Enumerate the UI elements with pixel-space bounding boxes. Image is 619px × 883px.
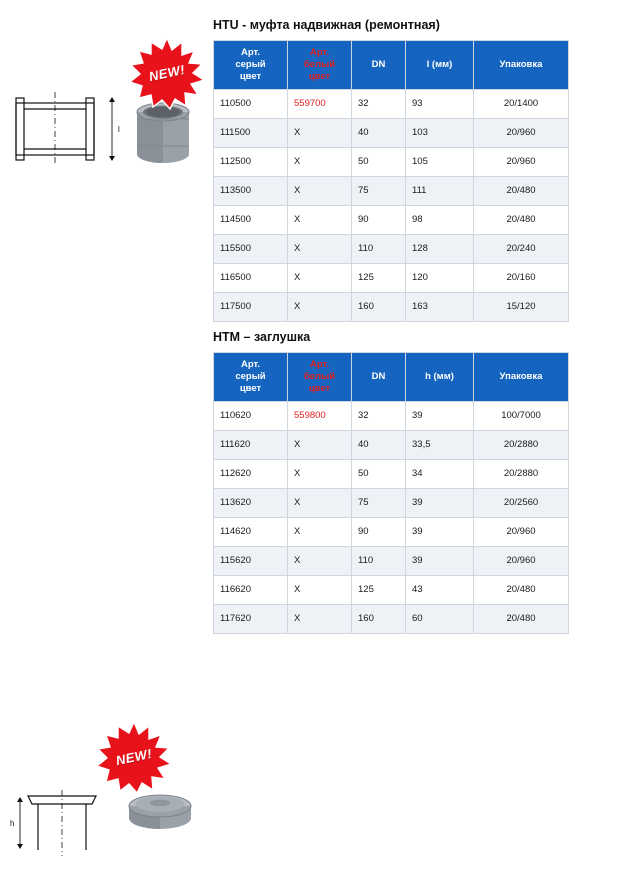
product-photo-htu — [137, 103, 189, 163]
col-header-line: цвет — [308, 382, 331, 394]
col-header-line: цвет — [239, 382, 262, 394]
table-header-row — [214, 41, 569, 90]
cell-length: 98 — [406, 205, 474, 234]
cell-dn: 110 — [352, 234, 406, 263]
col-header-line: Арт. — [241, 47, 260, 58]
cell-length: 105 — [406, 147, 474, 176]
cell-dn: 125 — [352, 263, 406, 292]
table-row — [214, 546, 569, 575]
cell-art-white: X — [288, 118, 352, 147]
dimension-label-l: l — [118, 125, 120, 134]
cell-packaging: 20/2880 — [474, 459, 569, 488]
cell-packaging: 20/480 — [474, 176, 569, 205]
col-header-height: h (мм) — [406, 353, 474, 402]
cell-art-white: X — [288, 488, 352, 517]
spec-table-htu — [213, 40, 569, 322]
col-header-line: Арт. — [241, 359, 260, 370]
cell-length: 120 — [406, 263, 474, 292]
cell-dn: 32 — [352, 89, 406, 118]
cell-dn: 110 — [352, 546, 406, 575]
dimension-marker-h — [17, 797, 23, 849]
cell-art-white: 559800 — [288, 401, 352, 430]
cell-height: 34 — [406, 459, 474, 488]
col-header-line: белый — [303, 370, 336, 382]
table-row — [214, 205, 569, 234]
dimension-label-h: h — [10, 819, 15, 828]
cell-packaging: 20/960 — [474, 118, 569, 147]
table-row — [214, 488, 569, 517]
cell-art-gray: 115500 — [214, 234, 288, 263]
cell-art-gray: 114500 — [214, 205, 288, 234]
table-header-row — [214, 353, 569, 402]
cell-packaging: 20/2880 — [474, 430, 569, 459]
cell-art-gray: 113620 — [214, 488, 288, 517]
col-header-line: Арт. — [310, 359, 329, 370]
col-header-packaging: Упаковка — [474, 353, 569, 402]
cell-length: 163 — [406, 292, 474, 321]
cell-art-white: X — [288, 147, 352, 176]
cell-art-white: X — [288, 263, 352, 292]
cell-height: 39 — [406, 546, 474, 575]
cell-dn: 75 — [352, 488, 406, 517]
cell-packaging: 15/120 — [474, 292, 569, 321]
cell-art-white: X — [288, 575, 352, 604]
table-row — [214, 263, 569, 292]
col-header-dn: DN — [352, 353, 406, 402]
col-header-art-gray — [214, 41, 288, 90]
col-header-line: цвет — [308, 70, 331, 82]
cell-art-gray: 116620 — [214, 575, 288, 604]
cell-dn: 90 — [352, 205, 406, 234]
cell-packaging: 20/960 — [474, 517, 569, 546]
cell-art-gray: 110500 — [214, 89, 288, 118]
col-header-packaging: Упаковка — [474, 41, 569, 90]
col-header-line: серый — [235, 370, 266, 382]
cell-packaging: 20/480 — [474, 205, 569, 234]
cell-art-gray: 112500 — [214, 147, 288, 176]
col-header-art-gray — [214, 353, 288, 402]
product-photo-htm — [129, 795, 191, 829]
cell-art-gray: 116500 — [214, 263, 288, 292]
cell-height: 33,5 — [406, 430, 474, 459]
cell-art-gray: 111500 — [214, 118, 288, 147]
cell-dn: 90 — [352, 517, 406, 546]
col-header-length: l (мм) — [406, 41, 474, 90]
cell-art-white: 559700 — [288, 89, 352, 118]
cell-art-gray: 114620 — [214, 517, 288, 546]
cell-length: 93 — [406, 89, 474, 118]
cell-dn: 50 — [352, 459, 406, 488]
cell-art-gray: 115620 — [214, 546, 288, 575]
col-header-line: белый — [303, 58, 336, 70]
cell-dn: 40 — [352, 430, 406, 459]
cell-art-white: X — [288, 234, 352, 263]
cell-length: 103 — [406, 118, 474, 147]
cell-art-gray: 117620 — [214, 604, 288, 633]
cell-art-white: X — [288, 176, 352, 205]
technical-drawing-htu — [16, 92, 94, 166]
col-header-dn: DN — [352, 41, 406, 90]
cell-height: 39 — [406, 488, 474, 517]
cell-packaging: 20/480 — [474, 575, 569, 604]
new-badge-label: NEW! — [147, 61, 187, 85]
cell-packaging: 20/240 — [474, 234, 569, 263]
cell-packaging: 20/480 — [474, 604, 569, 633]
cell-art-white: X — [288, 430, 352, 459]
new-badge-htu — [128, 36, 206, 110]
cell-packaging: 100/7000 — [474, 401, 569, 430]
table-row — [214, 234, 569, 263]
cell-art-white: X — [288, 292, 352, 321]
table-row — [214, 459, 569, 488]
col-header-line: Арт. — [310, 47, 329, 58]
cell-art-gray: 110620 — [214, 401, 288, 430]
table-row — [214, 89, 569, 118]
cell-packaging: 20/2560 — [474, 488, 569, 517]
cell-art-white: X — [288, 459, 352, 488]
cell-height: 43 — [406, 575, 474, 604]
cell-art-gray: 112620 — [214, 459, 288, 488]
cell-height: 39 — [406, 401, 474, 430]
cell-packaging: 20/960 — [474, 546, 569, 575]
table-row — [214, 430, 569, 459]
cell-art-white: X — [288, 604, 352, 633]
dimension-marker-l — [109, 97, 115, 161]
cell-art-gray: 111620 — [214, 430, 288, 459]
cell-packaging: 20/960 — [474, 147, 569, 176]
table-row — [214, 292, 569, 321]
cell-art-white: X — [288, 205, 352, 234]
cell-packaging: 20/1400 — [474, 89, 569, 118]
new-badge-htm — [95, 720, 173, 794]
cell-packaging: 20/160 — [474, 263, 569, 292]
table-row — [214, 575, 569, 604]
cell-dn: 32 — [352, 401, 406, 430]
table-row — [214, 118, 569, 147]
cell-dn: 125 — [352, 575, 406, 604]
technical-drawing-htm — [28, 790, 96, 856]
table-row — [214, 401, 569, 430]
section-title-htu: HTU - муфта надвижная (ремонтная) — [213, 18, 440, 32]
cell-art-white: X — [288, 517, 352, 546]
cell-dn: 50 — [352, 147, 406, 176]
cell-dn: 160 — [352, 292, 406, 321]
cell-height: 39 — [406, 517, 474, 546]
new-badge-label: NEW! — [114, 745, 154, 769]
col-header-line: серый — [235, 58, 266, 70]
cell-dn: 40 — [352, 118, 406, 147]
col-header-line: цвет — [239, 70, 262, 82]
spec-table-htm — [213, 352, 569, 634]
cell-length: 111 — [406, 176, 474, 205]
cell-art-white: X — [288, 546, 352, 575]
table-row — [214, 176, 569, 205]
section-title-htm: HTM – заглушка — [213, 330, 311, 344]
col-header-art-white — [288, 41, 352, 90]
cell-dn: 160 — [352, 604, 406, 633]
table-row — [214, 517, 569, 546]
cell-dn: 75 — [352, 176, 406, 205]
cell-art-gray: 113500 — [214, 176, 288, 205]
cell-art-gray: 117500 — [214, 292, 288, 321]
table-row — [214, 604, 569, 633]
cell-length: 128 — [406, 234, 474, 263]
table-row — [214, 147, 569, 176]
cell-height: 60 — [406, 604, 474, 633]
col-header-art-white — [288, 353, 352, 402]
